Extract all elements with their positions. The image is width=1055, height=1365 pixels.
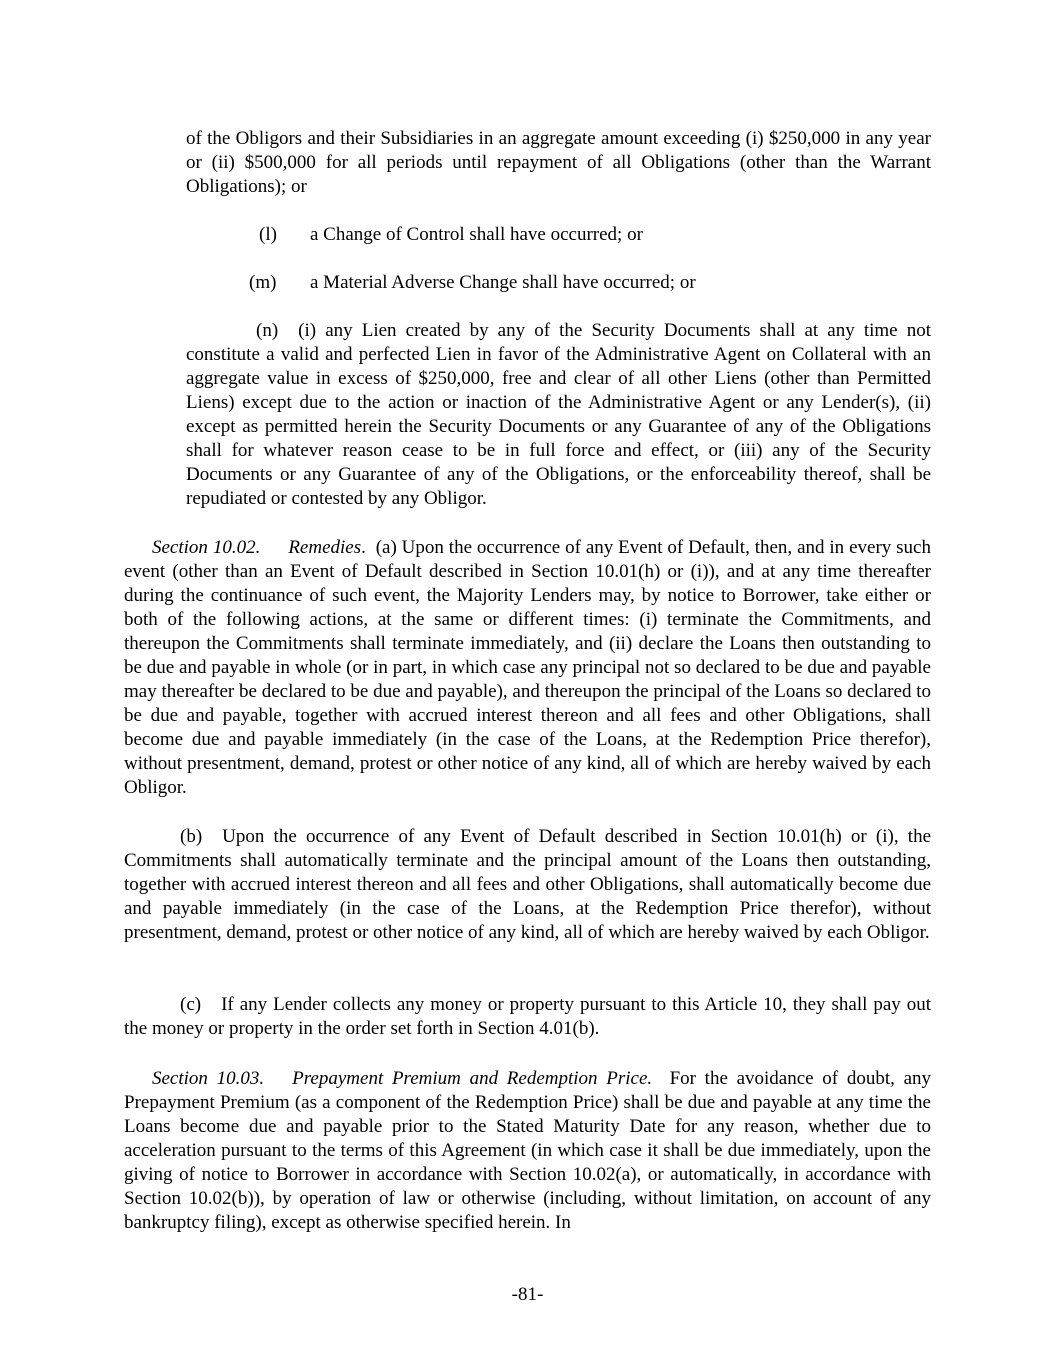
continuation-paragraph: of the Obligors and their Subsidiaries in an aggregate amount exceeding (i) $250,000 in any year or (ii) $500,000 for all periods until repayment of all Obligations (other than the Warrant Obligations); or — [186, 128, 931, 197]
section-10-02-title: Remedies — [288, 537, 362, 558]
section-10-02-title-suffix: . — [361, 537, 366, 558]
paragraph-c-label: (c) — [180, 994, 202, 1015]
paragraph-c — [124, 993, 931, 1041]
section-10-03-number: Section 10.03. — [152, 1068, 265, 1089]
item-m-label: (m) — [249, 272, 277, 293]
item-n — [186, 319, 931, 511]
paragraph-b — [124, 825, 931, 945]
item-n-text: (i) any Lien created by any of the Security Documents shall at any time not constitute a valid and perfected Lien in favor of the Administrative Agent on Collateral with an aggregate value in excess of $250,000, free and clear of all other Liens (other than Permitted Liens) except due to the action or inaction of the Administrative Agent or any Lender(s), (ii) except as permitted herein the Security Documents or any Guarantee of any of the Obligations shall for whatever reason cease to be in full force and effect, or (iii) any of the Security Documents or any Guarantee of any of the Obligations, or the enforceability thereof, shall be repudiated or contested by any Obligor. — [186, 320, 931, 509]
item-m — [249, 271, 696, 295]
section-10-02-number: Section 10.02. — [152, 537, 261, 558]
page-number: -81- — [511, 1284, 544, 1305]
item-l-label: (l) — [259, 224, 277, 245]
item-l-text: a Change of Control shall have occurred; or — [310, 224, 643, 245]
item-m-text: a Material Adverse Change shall have occurred; or — [310, 272, 696, 293]
section-10-03-title: Prepayment Premium and Redemption Price. — [292, 1068, 653, 1089]
section-10-02-text: (a) Upon the occurrence of any Event of Default, then, and in every such event (other than an Event of Default described in Section 10.01(h) or (i)), and at any time thereafter during the continuance of such event, the Majority Lenders may, by notice to Borrower, take either or both of the following actions, at the same or different times: (i) terminate the Commitments, and thereupon the Commitments shall terminate immediately, and (ii) declare the Loans then outstanding to be due and payable in whole (or in part, in which case any principal not so declared to be due and payable may thereafter be declared to be due and payable), and thereupon the principal of the Loans so declared to be due and payable, together with accrued interest thereon and all fees and other Obligations, shall become due and payable immediately (in the case of the Loans, at the Redemption Price therefor), without presentment, demand, protest or other notice of any kind, all of which are hereby waived by each Obligor. — [124, 537, 931, 798]
section-10-03-text: For the avoidance of doubt, any Prepayment Premium (as a component of the Redemption Price) shall be due and payable at any time the Loans become due and payable prior to the Stated Maturity Date for any reason, whether due to acceleration pursuant to the terms of this Agreement (in which case it shall be due immediately, upon the giving of notice to Borrower in accordance with Section 10.02(a), or automatically, in accordance with Section 10.02(b)), by operation of law or otherwise (including, without limitation, on account of any bankruptcy filing), except as otherwise specified herein. In — [124, 1068, 932, 1233]
section-10-03 — [124, 1067, 931, 1235]
item-n-label: (n) — [256, 320, 279, 341]
section-10-02 — [124, 536, 931, 800]
paragraph-b-text: Upon the occurrence of any Event of Default described in Section 10.01(h) or (i), the Commitments shall automatically terminate and the principal amount of the Loans then outstanding, together with accrued interest thereon and all fees and other Obligations, shall automatically become due and payable immediately (in the case of the Loans, at the Redemption Price therefor), without presentment, demand, protest or other notice of any kind, all of which are hereby waived by each Obligor. — [124, 826, 931, 943]
paragraph-b-label: (b) — [180, 826, 203, 847]
item-l — [259, 223, 643, 247]
paragraph-c-text: If any Lender collects any money or property pursuant to this Article 10, they shall pay out the money or property in the order set forth in Section 4.01(b). — [124, 994, 931, 1039]
